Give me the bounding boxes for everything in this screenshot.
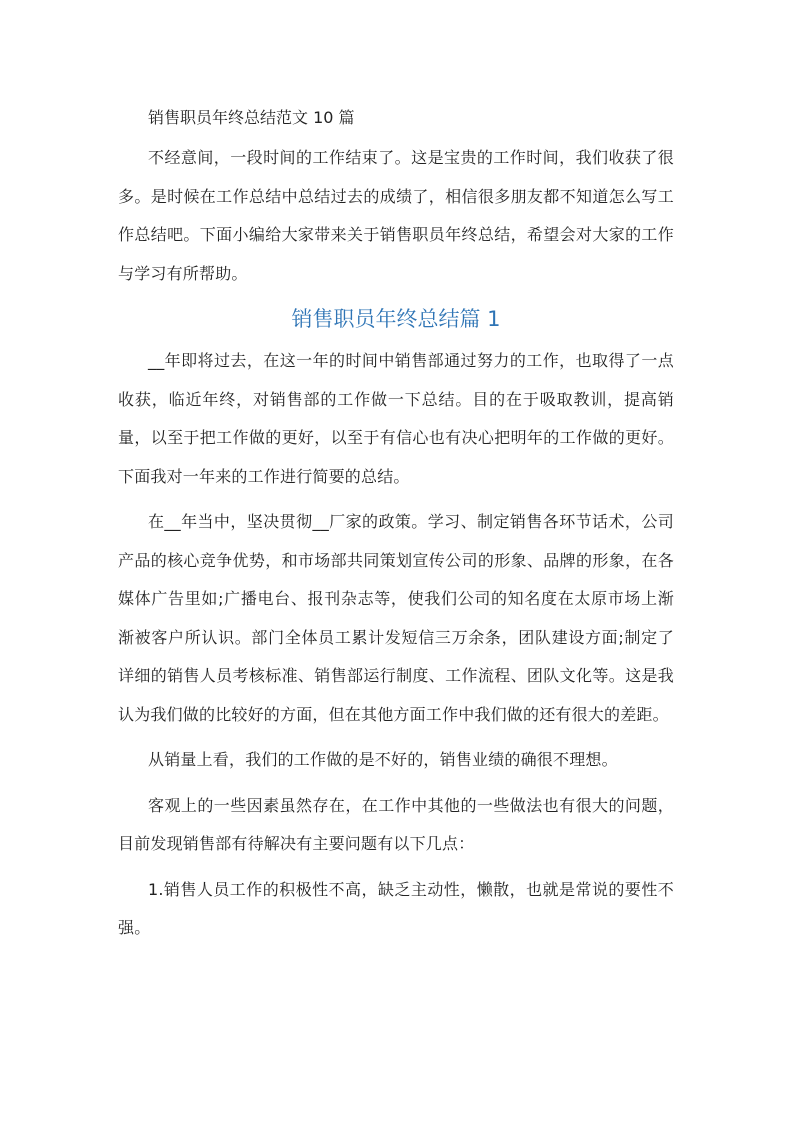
body-paragraph-4: 客观上的一些因素虽然存在，在工作中其他的一些做法也有很大的问题，目前发现销售部有待解决有主要问题有以下几点： — [118, 795, 674, 853]
body-paragraph-1: __年即将过去，在这一年的时间中销售部通过努力的工作，也取得了一点收获，临近年终，对销售部的工作做一下总结。目的在于吸取教训，提高销量，以至于把工作做的更好，以至于有信心也有决心把明年的工作做的更好。下面我对一年来的工作进行简要的总结。 — [118, 351, 674, 486]
body-paragraph-5: 1.销售人员工作的积极性不高，缺乏主动性，懒散，也就是常说的要性不强。 — [118, 879, 674, 937]
document-title: 销售职员年终总结范文 10 篇 — [148, 108, 355, 127]
intro-paragraph: 不经意间，一段时间的工作结束了。这是宝贵的工作时间，我们收获了很多。是时候在工作总结中总结过去的成绩了，相信很多朋友都不知道怎么写工作总结吧。下面小编给大家带来关于销售职员年终总结，希望会对大家的工作与学习有所帮助。 — [118, 148, 674, 283]
section-heading: 销售职员年终总结篇 1 — [291, 307, 501, 331]
body-paragraph-3: 从销量上看，我们的工作做的是不好的，销售业绩的确很不理想。 — [148, 750, 618, 769]
document-body — [118, 100, 674, 955]
body-paragraph-2: 在__年当中，坚决贯彻__厂家的政策。学习、制定销售各环节话术，公司产品的核心竞争优势，和市场部共同策划宣传公司的形象、品牌的形象，在各媒体广告里如;广播电台、报刊杂志等，使我们公司的知名度在太原市场上渐渐被客户所认识。部门全体员工累计发短信三万余条，团队建设方面;制定了详细的销售人员考核标准、销售部运行制度、工作流程、团队文化等。这是我认为我们做的比较好的方面，但在其他方面工作中我们做的还有很大的差距。 — [118, 512, 674, 724]
